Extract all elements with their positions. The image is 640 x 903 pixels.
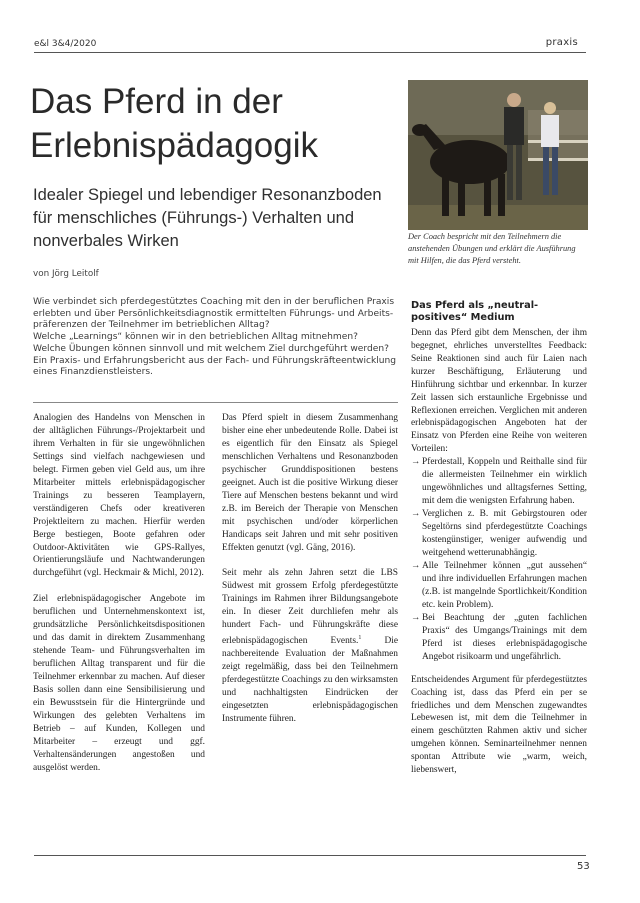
body-column-2 [222,412,398,726]
paragraph [222,567,398,726]
photo-caption: Der Coach bespricht mit den Teilnehmern die anstehenden Übungen und erklärt die Ausführung mit Hilfen, die das Pferd versteht. [408,232,576,265]
intro-line: Wie verbindet sich pferdegestütztes Coaching mit den in der beruflichen Praxis [33,297,395,307]
bullet-item [411,456,587,508]
section-heading: Das Pferd als „neutral-positives“ Medium [411,300,539,324]
arrow-icon: → [411,560,421,571]
body-column-1 [33,412,205,775]
issue-label: e&l 3&4/2020 [34,39,97,49]
section-label: praxis [545,37,578,48]
paragraph: Das Pferd spielt in diesem Zusammenhang bisher eine eher unbedeutende Rolle. Dabei ist es eigentlich für den Einsatz als Spiegel menschlichen Verhaltens und Resonanzboden psychischer Grunddispositionen bestens geeignet. Auch ist die positive Wirkung dieser Tiere auf Menschen bestens bekannt und wird z.B. im Bereich der Therapie von Menschen mit psychischen und/oder körperlichen Handicaps seit Jahren und mit sehr positiven Effekten genutzt (vgl. Gäng, 2016). [222,413,398,553]
body-column-3 [411,300,587,777]
article-subtitle: Idealer Spiegel und lebendiger Resonanzboden für menschliches (Führungs-) Verhalten und nonverbales Wirken [33,186,382,250]
header-divider [34,52,586,53]
bullet-item [411,560,587,612]
bullet-text: Alle Teilnehmer können „gut aussehen“ und ihre individuellen Erfahrungen machen (z.B. ist mangelnde Sportlichkeit/Kondition etc. kein Problem). [422,560,587,610]
arrow-icon: → [411,612,421,623]
intro-line: präferenzen der Teilnehmer im betrieblichen Alltag? [33,320,270,331]
paragraph-text: Seit mehr als zehn Jahren setzt die LBS Südwest mit grossem Erfolg pferdegestützte Trainings im Rahmen ihrer Bildungsangebote ein. In dieser Zeit durchliefen mehr als hundert Fach- und Führungskräfte diese erlebnispädagogischen Events. [222,568,398,647]
intro-line: Welche „Learnings“ können wir in den betrieblichen Alltag mitnehmen? [33,332,358,343]
bullet-text: Pferdestall, Koppeln und Reithalle sind für die allermeisten Teilnehmer ein wirklich ungewöhnliches und alltagsfernes Setting, mit dem die wenigsten Erfahrung haben. [422,457,587,507]
bullet-text: Bei Beachtung der „guten fachlichen Praxis“ des Umgangs/Trainings mit dem Pferd ist dieses erlebnispädagogische Angebot risikoarm und ungefährlich. [422,612,587,662]
paragraph: Ziel erlebnispädagogischer Angebote im beruflichen und Unternehmenskontext ist, grundsätzliche Persönlichkeitsdispositionen und das damit in direktem Zusammenhang stehende Team- und Führungsverhalten im beruflichen Alltag transparent und für die Teilnehmer erkennbar zu machen. Auf dieser Basis sollen dann eine Sensibilisierung und ein Bewusstsein für die Hintergründe und Wirkungen des gelebten Verhaltens im Betrieb – auf Kunden, Kollegen und Mitarbeiter – erzeugt und ggf. Verhaltensänderungen angestoßen und ausgelöst werden. [33,594,205,773]
intro-line: eines Finanzdienstleisters. [33,367,153,378]
paragraph: Denn das Pferd gibt dem Menschen, der ihm begegnet, ehrliches unverstelltes Feedback: Seine Reaktionen sind auch für Laien nach kurzer Beschäftigung, Erläuterung und Hinführung sichtbar und erkennbar. In kurzer Zeit lassen sich erstaunliche Ergebnisse und Reflexionen erreichen. Verglichen mit anderen erlebnispädagogischen Angeboten hat der Einsatz von Pferden eine Reihe von weiteren Vorteilen: [411,327,587,455]
intro-line: Welche Übungen können sinnvoll und mit welchem Ziel durchgeführt werden? [33,343,389,354]
intro-line: erlebten und über Persönlichkeitsdiagnostik ermittelten Führungs- und Arbeits- [33,308,394,319]
horse-coaching-photo [408,80,588,230]
author-byline: von Jörg Leitolf [33,269,99,279]
article-title [30,80,390,168]
bullet-item [411,508,587,560]
paragraph-text: Die nachbereitende Evaluation der Maßnahmen zeigt regelmäßig, dass bei den Teilnehmern pferdegestützte Coachings zu den wirksamsten und nachhaltigsten Eindrücken der eingesetzten erlebnispädagogischen Instrumente führen. [222,636,398,725]
intro-line: Ein Praxis- und Erfahrungsbericht aus der Fach- und Führungskräfteentwicklung [33,355,397,366]
title-line-1: Das Pferd in der [30,82,283,121]
arrow-icon: → [411,509,421,520]
bullet-text: Verglichen z. B. mit Gebirgstouren oder Segeltörns sind pferdegestützte Coachings kostengünstiger, weniger aufwendig und weitgehend wetterunabhängig. [422,509,587,559]
bullet-item [411,612,587,664]
footnote-marker: 1 [358,635,362,642]
arrow-icon: → [411,457,421,468]
article-intro [33,297,398,379]
article-photo [408,80,588,230]
paragraph: Analogien des Handelns von Menschen in der alltäglichen Führungs-/Projektarbeit und ihrem Verhalten in für sie ungewöhnlichen Settings sind vielfach nachgewiesen und belegt. Firmen geben viel Geld aus, um ihre Mitarbeiter mittels erlebnispädagogischer Trainings zu besseren Teamplayern, verständigeren Chefs oder kreativeren Projektleitern zu machen. Hierfür werden Berge bestiegen, Boote gefahren oder Outdoor-Aktivitäten wie GPS-Rallyes, Orientierungsläufe und Nachtwanderungen durchgeführt (vgl. Heckmair & Michl, 2012). [33,413,205,579]
intro-divider [33,402,398,403]
title-line-2: Erlebnispädagogik [30,126,318,165]
footer-divider [34,855,586,856]
paragraph: Entscheidendes Argument für pferdegestütztes Coaching ist, dass das Pferd ein per se friedliches und dem Menschen zugewandtes Lebewesen ist, mit dem die Teilnehmer in einem geschützten Rahmen aktiv und sicher umgehen können. Seminarteilnehmer nennen spontan Attribute wie „warm, weich, liebenswert, [411,674,587,776]
page-number: 53 [577,861,590,872]
